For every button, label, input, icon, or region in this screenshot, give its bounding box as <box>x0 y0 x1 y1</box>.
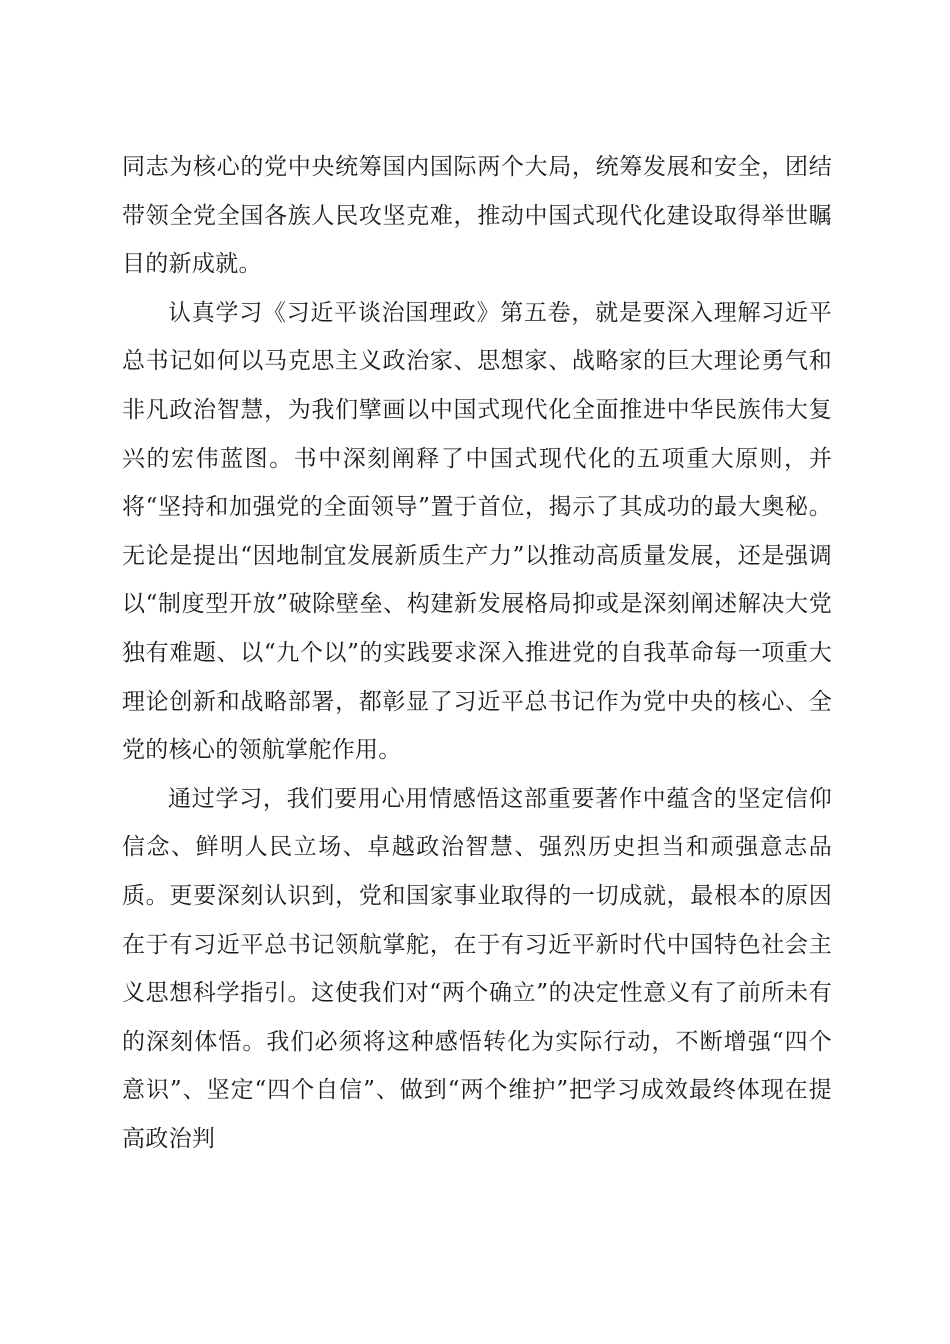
paragraph-study-volume-five: 认真学习《习近平谈治国理政》第五卷，就是要深入理解习近平总书记如何以马克思主义政治家、思想家、战略家的巨大理论勇气和非凡政治智慧，为我们擘画以中国式现代化全面推进中华民族伟大复兴的宏伟蓝图。书中深刻阐释了中国式现代化的五项重大原则，并将“坚持和加强党的全面领导”置于首位，揭示了其成功的最大奥秘。无论是提出“因地制宜发展新质生产力”以推动高质量发展，还是强调以“制度型开放”破除壁垒、构建新发展格局抑或是深刻阐述解决大党独有难题、以“九个以”的实践要求深入推进党的自我革命每一项重大理论创新和战略部署，都彰显了习近平总书记作为党中央的核心、全党的核心的领航掌舵作用。 <box>122 299 832 764</box>
document-body <box>122 143 832 1163</box>
paragraph-study-outcomes: 通过学习，我们要用心用情感悟这部重要著作中蕴含的坚定信仰信念、鲜明人民立场、卓越政治智慧、强烈历史担当和顽强意志品质。更要深刻认识到，党和国家事业取得的一切成就，最根本的原因在于有习近平总书记领航掌舵，在于有习近平新时代中国特色社会主义思想科学指引。这使我们对“两个确立”的决定性意义有了前所未有的深刻体悟。我们必须将这种感悟转化为实际行动，不断增强“四个意识”、坚定“四个自信”、做到“两个维护”把学习成效最终体现在提高政治判 <box>122 785 832 1152</box>
paragraph-continuation: 同志为核心的党中央统筹国内国际两个大局，统筹发展和安全，团结带领全党全国各族人民攻坚克难，推动中国式现代化建设取得举世瞩目的新成就。 <box>122 154 832 278</box>
